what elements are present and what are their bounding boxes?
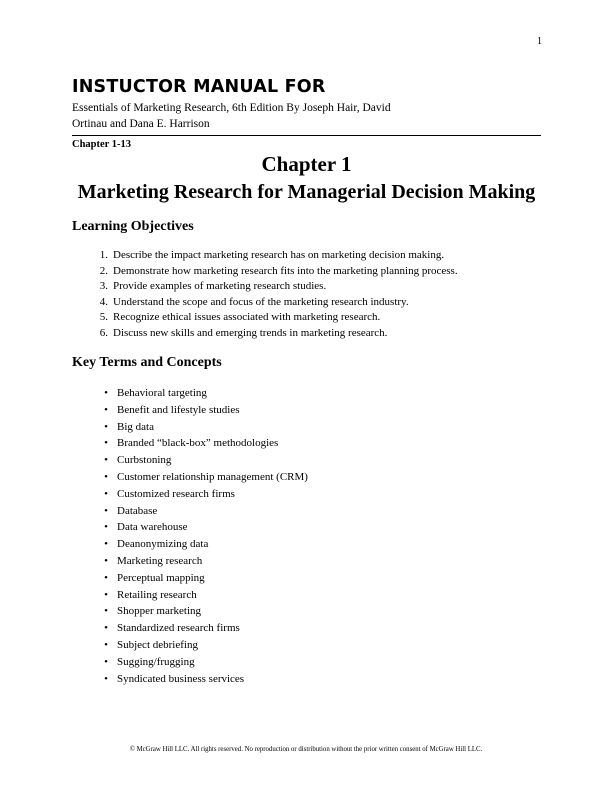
bullet-icon: •	[104, 571, 108, 584]
key-term-item	[72, 620, 308, 637]
key-term-text: Standardized research firms	[117, 622, 240, 635]
key-term-text: Database	[117, 504, 158, 517]
key-term-text: Shopper marketing	[117, 605, 202, 618]
chapter-heading: Chapter 1	[261, 152, 352, 176]
bullet-icon: •	[104, 655, 108, 668]
key-term-text: Data warehouse	[117, 521, 188, 534]
key-term-item	[72, 486, 308, 503]
manual-title: INSTUCTOR MANUAL FOR	[72, 77, 326, 97]
objective-number: 1.	[99, 249, 108, 261]
objective-number: 4.	[99, 295, 108, 308]
learning-objectives-heading: Learning Objectives	[72, 219, 194, 234]
bullet-icon: •	[104, 403, 108, 416]
key-term-text: Customer relationship management (CRM)	[117, 470, 308, 483]
key-term-item	[72, 671, 308, 688]
key-term-text: Syndicated business services	[117, 672, 245, 685]
key-term-item	[72, 536, 308, 553]
bullet-icon: •	[104, 387, 108, 399]
key-terms-list	[72, 385, 308, 687]
objective-item	[72, 279, 458, 295]
objective-number: 5.	[99, 311, 108, 324]
key-term-item	[72, 402, 308, 419]
objective-item	[72, 310, 458, 326]
chapter-range: Chapter 1-13	[72, 139, 132, 150]
key-term-item	[72, 654, 308, 671]
key-term-item	[72, 603, 308, 620]
page-number: 1	[537, 36, 542, 47]
objective-item	[72, 326, 458, 342]
chapter-title: Marketing Research for Managerial Decision Making	[77, 181, 536, 203]
bullet-icon: •	[104, 622, 108, 635]
key-term-item	[72, 587, 308, 604]
subtitle-line-2: Ortinau and Dana E. Harrison	[72, 118, 210, 130]
bullet-icon: •	[104, 588, 108, 601]
book-subtitle	[72, 100, 432, 132]
key-term-text: Customized research firms	[117, 487, 235, 500]
bullet-icon: •	[104, 437, 108, 450]
bullet-icon: •	[104, 638, 108, 651]
key-term-text: Sugging/frugging	[117, 655, 195, 668]
key-term-item	[72, 469, 308, 486]
subtitle-line-1: Essentials of Marketing Research, 6th Edition By Joseph Hair, David	[72, 102, 391, 114]
key-term-item	[72, 637, 308, 654]
objective-text: Understand the scope and focus of the marketing research industry.	[113, 295, 409, 308]
key-term-text: Deanonymizing data	[117, 538, 209, 551]
key-term-item	[72, 435, 308, 452]
objective-item	[72, 295, 458, 311]
bullet-icon: •	[104, 487, 108, 500]
key-term-item	[72, 385, 308, 402]
objective-item	[72, 248, 458, 264]
key-term-item	[72, 570, 308, 587]
learning-objectives-list	[72, 248, 458, 342]
bullet-icon: •	[104, 454, 108, 467]
copyright-footer: © McGraw Hill LLC. All rights reserved. No reproduction or distribution without the prior written consent of McGraw Hill LLC.	[129, 746, 483, 753]
bullet-icon: •	[104, 538, 108, 551]
key-term-item	[72, 503, 308, 520]
bullet-icon: •	[104, 672, 108, 685]
bullet-icon: •	[104, 521, 108, 534]
key-term-text: Branded “black-box” methodologies	[117, 437, 279, 450]
key-term-text: Big data	[117, 420, 154, 433]
key-terms-heading: Key Terms and Concepts	[72, 355, 222, 370]
key-term-item	[72, 553, 308, 570]
key-term-text: Behavioral targeting	[117, 387, 207, 399]
objective-text: Recognize ethical issues associated with marketing research.	[113, 311, 381, 324]
key-term-item	[72, 419, 308, 436]
key-term-item	[72, 519, 308, 536]
key-term-text: Benefit and lifestyle studies	[117, 403, 240, 416]
objective-text: Discuss new skills and emerging trends in marketing research.	[113, 326, 388, 339]
objective-number: 6.	[99, 326, 108, 339]
key-term-item	[72, 452, 308, 469]
key-term-text: Perceptual mapping	[117, 571, 205, 584]
objective-text: Provide examples of marketing research studies.	[113, 280, 327, 293]
objective-text: Describe the impact marketing research has on marketing decision making.	[113, 249, 445, 261]
key-term-text: Marketing research	[117, 554, 203, 567]
key-term-text: Curbstoning	[117, 454, 172, 467]
objective-text: Demonstrate how marketing research fits into the marketing planning process.	[113, 264, 458, 277]
header-divider	[72, 135, 541, 136]
objective-item	[72, 264, 458, 280]
bullet-icon: •	[104, 504, 108, 517]
bullet-icon: •	[104, 605, 108, 618]
key-term-text: Retailing research	[117, 588, 197, 601]
bullet-icon: •	[104, 470, 108, 483]
key-term-text: Subject debriefing	[117, 638, 198, 651]
objective-number: 2.	[99, 264, 108, 277]
bullet-icon: •	[104, 420, 108, 433]
objective-number: 3.	[99, 280, 108, 293]
bullet-icon: •	[104, 554, 108, 567]
